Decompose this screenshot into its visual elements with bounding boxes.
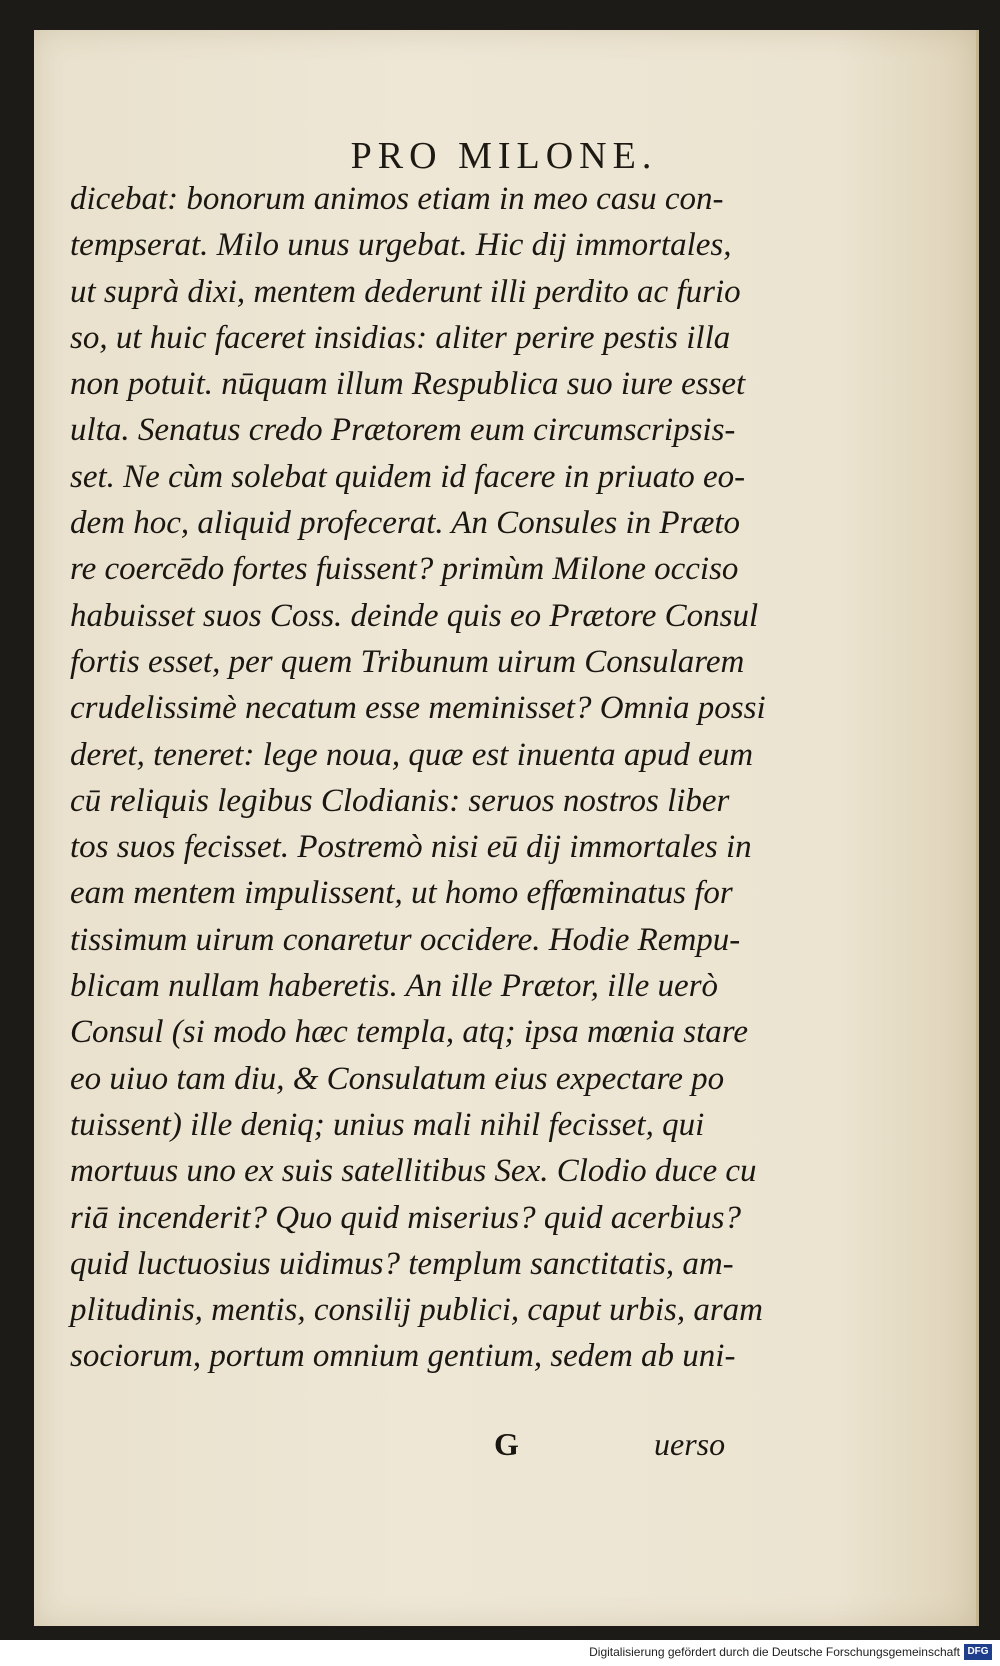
signature-mark: G	[494, 1426, 519, 1462]
footer-bar	[0, 1640, 1000, 1666]
catchword: uerso	[654, 1426, 726, 1462]
text-line: tuissent) ille deniq; unius mali nihil fecisset, qui	[70, 1106, 705, 1143]
text-line: ut suprà dixi, mentem dederunt illi perdito ac furio	[70, 273, 741, 310]
text-line: quid luctuosius uidimus? templum sanctitatis, am-	[70, 1245, 734, 1282]
text-line: so, ut huic faceret insidias: aliter perire pestis illa	[70, 319, 731, 356]
text-line: blicam nullam haberetis. An ille Prætor, ille uerò	[70, 968, 719, 1005]
text-line: sociorum, portum omnium gentium, sedem ab uni-	[70, 1338, 736, 1375]
text-line: tos suos fecisset. Postremò nisi eū dij immortales in	[70, 829, 752, 866]
text-line: dem hoc, aliquid profecerat. An Consules in Præto	[70, 505, 741, 542]
book-page	[34, 30, 979, 1626]
text-line: riā incenderit? Quo quid miserius? quid acerbius?	[70, 1199, 741, 1236]
text-line: eo uiuo tam diu, & Consulatum eius expectare po	[70, 1060, 725, 1097]
dfg-logo-icon: DFG	[964, 1644, 992, 1660]
text-line: cū reliquis legibus Clodianis: seruos nostros liber	[70, 782, 730, 819]
text-line: plitudinis, mentis, consilij publici, caput urbis, aram	[70, 1292, 763, 1329]
text-line: set. Ne cùm solebat quidem id facere in priuato eo-	[70, 458, 746, 495]
text-line: habuisset suos Coss. deinde quis eo Prætore Consul	[70, 597, 759, 634]
body-text	[70, 176, 790, 1380]
text-line: ulta. Senatus credo Prætorem eum circumscripsis-	[70, 412, 736, 449]
text-line: tissimum uirum conaretur occidere. Hodie Rempu-	[70, 921, 741, 958]
text-line: dicebat: bonorum animos etiam in meo casu con-	[70, 181, 724, 217]
text-line: fortis esset, per quem Tribunum uirum Consularem	[70, 643, 745, 680]
text-line: tempserat. Milo unus urgebat. Hic dij immortales,	[70, 227, 732, 264]
funding-credit: Digitalisierung gefördert durch die Deutsche Forschungsgemeinschaft	[589, 1645, 960, 1659]
running-head: PRO MILONE.	[350, 135, 658, 177]
text-line: mortuus uno ex suis satellitibus Sex. Clodio duce cu	[70, 1153, 757, 1190]
text-line: eam mentem impulissent, ut homo effœminatus for	[70, 875, 733, 912]
text-line: crudelissimè necatum esse meminisset? Omnia possi	[70, 690, 766, 727]
text-line: Consul (si modo hæc templa, atq; ipsa mœnia stare	[70, 1014, 749, 1051]
text-line: deret, teneret: lege noua, quæ est inuenta apud eum	[70, 736, 754, 773]
text-line: non potuit. nūquam illum Respublica suo iure esset	[70, 366, 746, 403]
text-line: re coercēdo fortes fuissent? primùm Milone occiso	[70, 551, 739, 588]
